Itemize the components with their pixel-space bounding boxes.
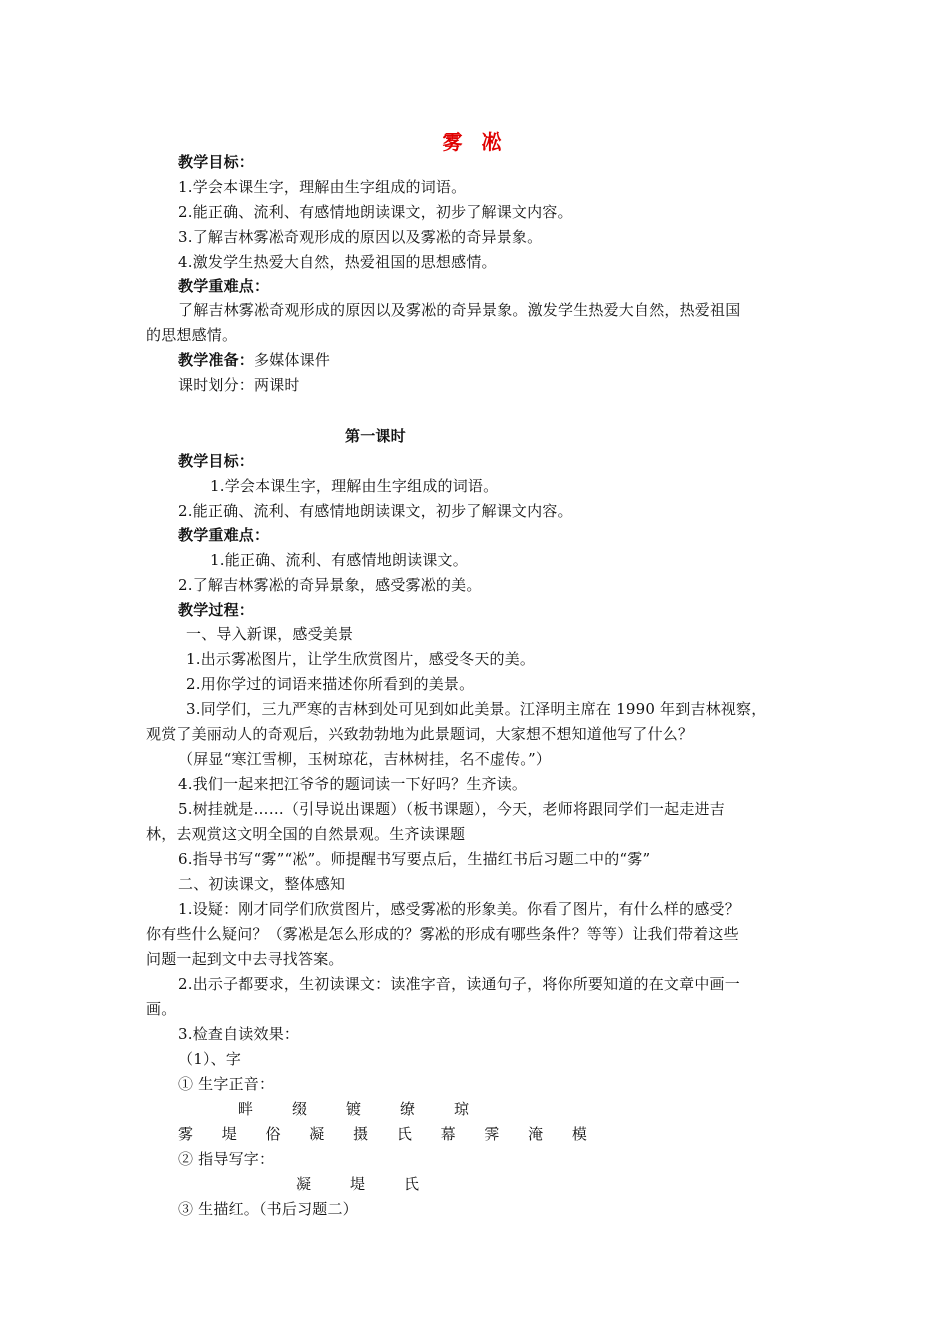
keypoints-text-line: 了解吉林雾凇奇观形成的原因以及雾凇的奇异景象。激发学生热爱大自然，热爱祖国 <box>178 301 741 319</box>
objective-item: 4.激发学生热爱大自然，热爱祖国的思想感情。 <box>178 253 497 271</box>
process-paragraph: 5.树挂就是……（引导说出课题）（板书课题），今天，老师将跟同学们一起走进吉 <box>178 800 725 818</box>
writing-characters-row: 凝 堤 氏 <box>296 1175 432 1193</box>
process-paragraph: 2.用你学过的词语来描述你所看到的美景。 <box>186 675 475 693</box>
process-paragraph: 一、导入新课，感受美景 <box>186 625 354 643</box>
keypoints-text-line: 的思想感情。 <box>146 326 238 344</box>
process-paragraph: 3.同学们，三九严寒的吉林到处可见到如此美景。江泽明主席在 1990 年到吉林视察， <box>186 700 767 718</box>
new-characters-row: 雾 堤 俗 凝 摄 氏 幕 霁 淹 模 <box>178 1125 599 1143</box>
process-paragraph: 3.检查自读效果： <box>178 1025 300 1043</box>
process-paragraph: 林，去观赏这文明全国的自然景观。生齐读课题 <box>146 825 466 843</box>
document-title: 雾 凇 <box>442 130 508 154</box>
process-paragraph: ③ 生描红。（书后习题二） <box>178 1200 358 1218</box>
lesson-keypoint-item: 1.能正确、流利、有感情地朗读课文。 <box>210 551 468 569</box>
new-characters-row: 畔 缀 镀 缭 琼 <box>238 1100 482 1118</box>
process-paragraph: 观赏了美丽动人的奇观后，兴致勃勃地为此景题词，大家想不想知道他写了什么？ <box>146 725 694 743</box>
process-paragraph: 2.出示子都要求，生初读课文：读准字音，读通句子，将你所要知道的在文章中画一 <box>178 975 740 993</box>
process-paragraph: 你有些什么疑问？（雾凇是怎么形成的？雾凇的形成有哪些条件？等等）让我们带着这些 <box>146 925 739 943</box>
process-paragraph: 1.设疑：刚才同学们欣赏图片，感受雾凇的形象美。你看了图片，有什么样的感受？ <box>178 900 740 918</box>
process-paragraph: （1）、字 <box>178 1050 242 1068</box>
prep-value: 多媒体课件 <box>254 351 331 369</box>
lesson-heading: 第一课时 <box>345 427 406 445</box>
objective-item: 2.能正确、流利、有感情地朗读课文，初步了解课文内容。 <box>178 203 573 221</box>
prep-line <box>178 350 330 370</box>
lesson-keypoint-item: 2.了解吉林雾凇的奇异景象，感受雾凇的美。 <box>178 576 482 594</box>
process-paragraph: ② 指导写字： <box>178 1150 275 1168</box>
process-heading: 教学过程： <box>178 601 255 619</box>
objectives-heading: 教学目标： <box>178 153 255 171</box>
objective-item: 3.了解吉林雾凇奇观形成的原因以及雾凇的奇异景象。 <box>178 228 543 246</box>
process-paragraph: 二、初读课文，整体感知 <box>178 875 346 893</box>
process-paragraph: 1.出示雾凇图片，让学生欣赏图片，感受冬天的美。 <box>186 650 536 668</box>
process-paragraph: 6.指导书写“雾”“凇”。师提醒书写要点后，生描红书后习题二中的“雾” <box>178 850 651 868</box>
process-paragraph: ① 生字正音： <box>178 1075 275 1093</box>
process-paragraph: 4.我们一起来把江爷爷的题词读一下好吗？生齐读。 <box>178 775 528 793</box>
lesson-objectives-heading: 教学目标： <box>178 452 255 470</box>
process-paragraph: （屏显“寒江雪柳，玉树琼花，吉林树挂，名不虚传。”） <box>178 750 552 768</box>
objective-item: 1.学会本课生字，理解由生字组成的词语。 <box>178 178 467 196</box>
keypoints-heading: 教学重难点： <box>178 277 270 295</box>
prep-label: 教学准备： <box>178 351 255 369</box>
period-line: 课时划分：两课时 <box>178 376 300 394</box>
lesson-keypoints-heading: 教学重难点： <box>178 526 270 544</box>
process-paragraph: 画。 <box>146 1000 177 1018</box>
lesson-objective-item: 1.学会本课生字，理解由生字组成的词语。 <box>210 477 499 495</box>
lesson-objective-item: 2.能正确、流利、有感情地朗读课文，初步了解课文内容。 <box>178 502 573 520</box>
process-paragraph: 问题一起到文中去寻找答案。 <box>146 950 344 968</box>
